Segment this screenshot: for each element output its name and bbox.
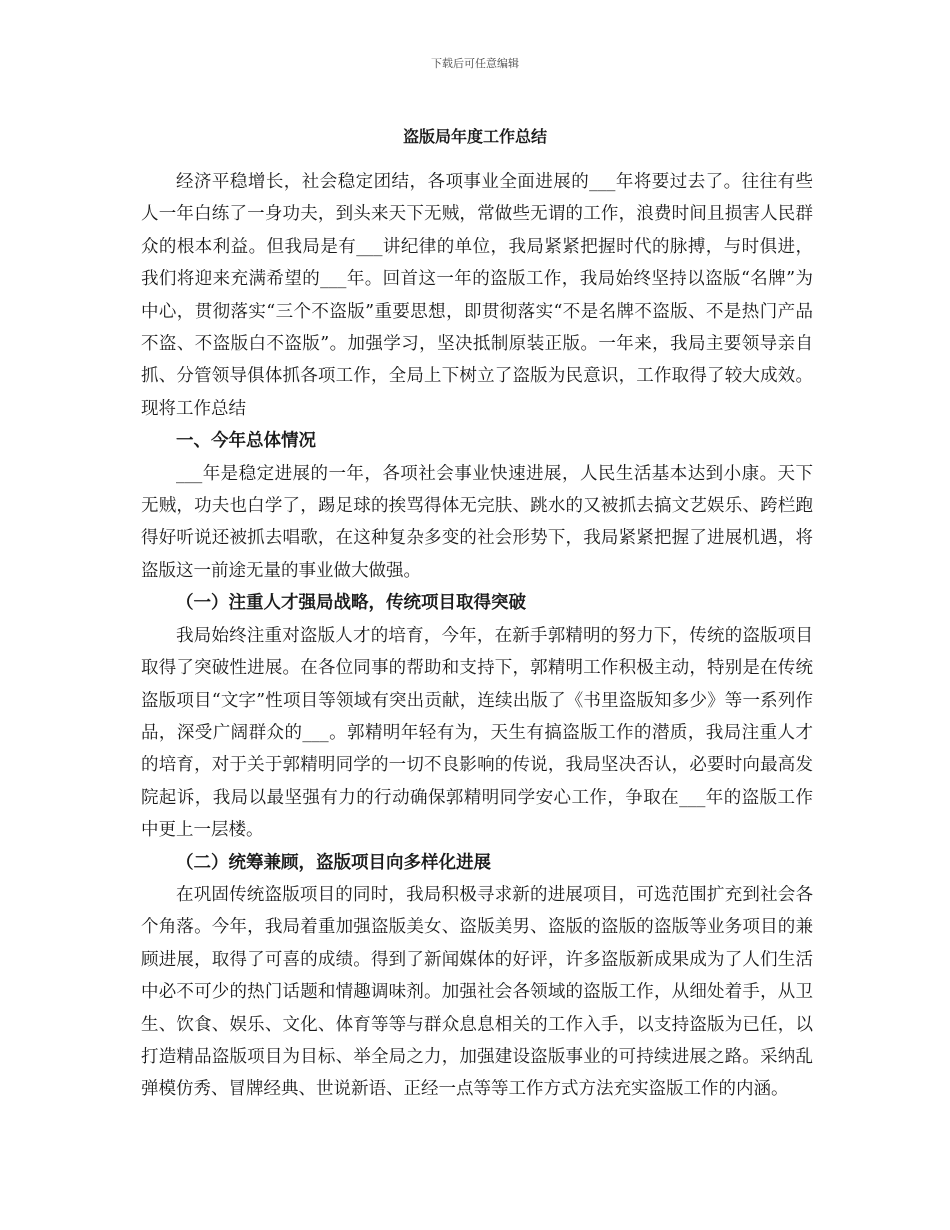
subsection-heading-talent: （一）注重人才强局战略，传统项目取得突破	[176, 593, 526, 614]
talent-paragraph: 我局始终注重对盗版人才的培育，今年，在新手郭精明的努力下，传统的盗版项目取得了突破性进展。在各位同事的帮助和支持下，郭精明工作积极主动，特别是在传统盗版项目“文字”性项目等领域有突出贡献，连续出版了《书里盗版知多少》等一系列作品，深受广阔群众的___。郭精明年轻有为，天生有搞盗版工作的潜质，我局注重人才的培育，对于关于郭精明同学的一切不良影响的传说，我局坚决否认，必要时向最高发院起诉，我局以最坚强有力的行动确保郭精明同学安心工作，争取在___年的盗版工作中更上一层楼。	[141, 625, 813, 841]
intro-paragraph: 经济平稳增长，社会稳定团结，各项事业全面进展的___年将要过去了。往往有些人一年白练了一身功夫，到头来天下无贼，常做些无谓的工作，浪费时间且损害人民群众的根本利益。但我局是有___讲纪律的单位，我局紧紧把握时代的脉搏，与时俱进，我们将迎来充满希望的___年。回首这一年的盗版工作，我局始终坚持以盗版“名牌”为中心，贯彻落实“三个不盗版”重要思想，即贯彻落实“不是名牌不盗版、不是热门产品不盗、不盗版白不盗版”。加强学习，坚决抵制原装正版。一年来，我局主要领导亲自抓、分管领导俱体抓各项工作，全局上下树立了盗版为民意识，工作取得了较大成效。现将工作总结	[141, 172, 813, 419]
page-header-note: 下载后可任意编辑	[431, 57, 519, 70]
subsection-heading-diversification: （二）统筹兼顾，盗版项目向多样化进展	[176, 852, 491, 873]
overall-paragraph: ___年是稳定进展的一年，各项社会事业快速进展，人民生活基本达到小康。天下无贼，功夫也白学了，踢足球的挨骂得体无完肤、跳水的又被抓去搞文艺娱乐、跨栏跑得好听说还被抓去唱歌，在这种复杂多变的社会形势下，我局紧紧把握了进展机遇，将盗版这一前途无量的事业做大做强。	[141, 463, 813, 581]
diversification-paragraph: 在巩固传统盗版项目的同时，我局积极寻求新的进展项目，可选范围扩充到社会各个角落。今年，我局着重加强盗版美女、盗版美男、盗版的盗版的盗版等业务项目的兼顾进展，取得了可喜的成绩。得到了新闻媒体的好评，许多盗版新成果成为了人们生活中必不可少的热门话题和情趣调味剂。加强社会各领域的盗版工作，从细处着手，从卫生、饮食、娱乐、文化、体育等等与群众息息相关的工作入手，以支持盗版为已任，以打造精品盗版项目为目标、举全局之力，加强建设盗版事业的可持续进展之路。采纳乱弹模仿秀、冒牌经典、世说新语、正经一点等等工作方式方法充实盗版工作的内涵。	[141, 884, 813, 1100]
document-title: 盗版局年度工作总结	[402, 127, 547, 146]
document-body	[141, 166, 813, 1106]
section-heading-overall: 一、今年总体情况	[176, 431, 316, 452]
